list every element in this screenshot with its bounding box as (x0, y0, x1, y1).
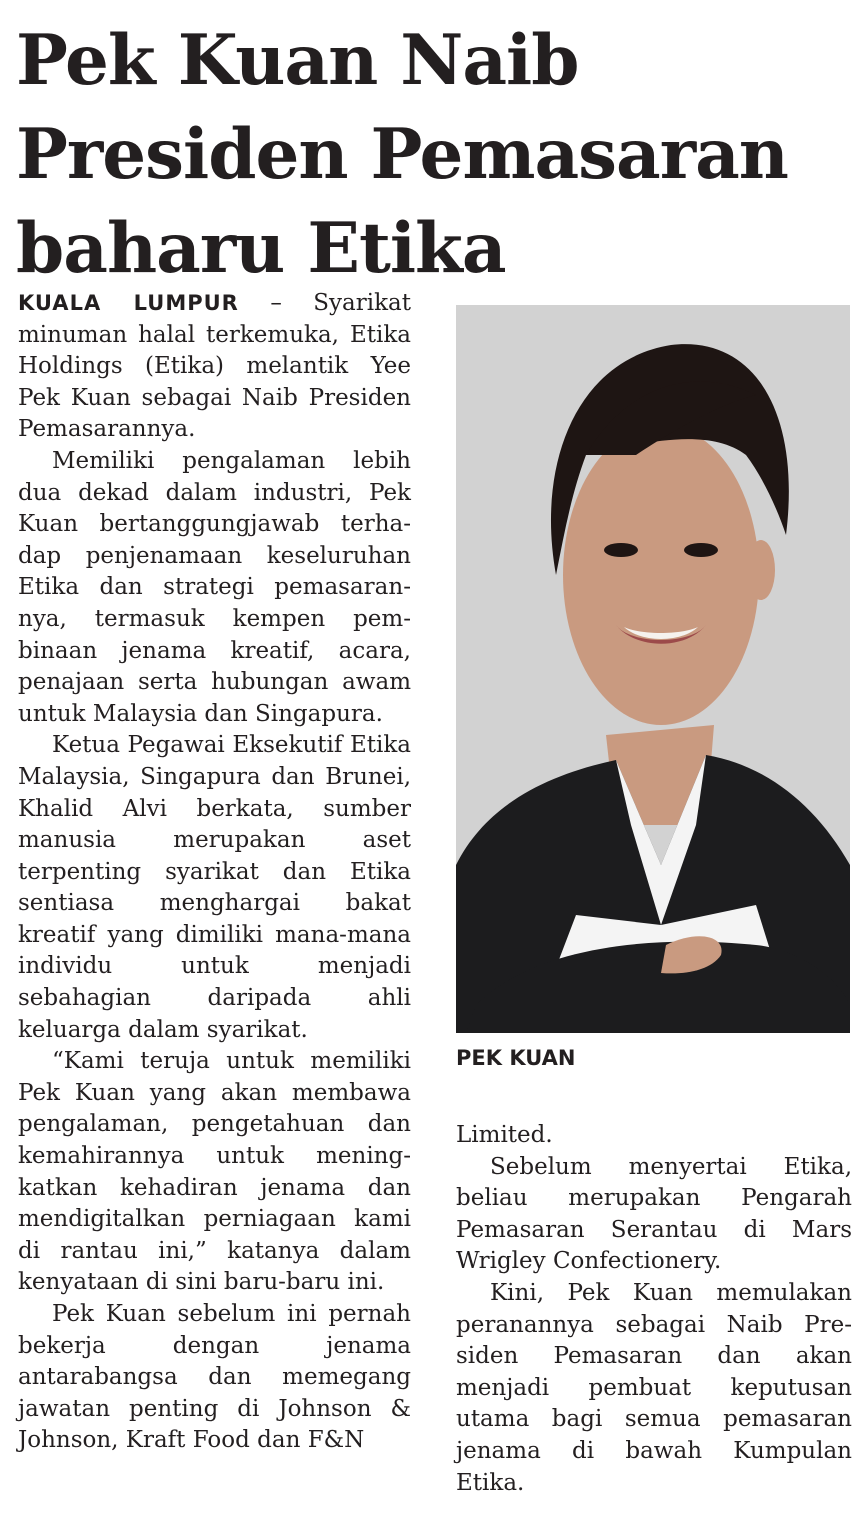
paragraph-7: Kini, Pek Kuan memulakan peranannya sebagai Naib Presiden Pemasaran dan akan menjadi pembuat keputusan utama bagi semua pemasaran jenama di bawah Kumpulan Etika. (456, 1279, 852, 1496)
paragraph-6: Sebelum menyertai Etika, beliau merupakan Pengarah Pemasaran Serantau di Mars Wrigley Confectionery. (456, 1153, 852, 1275)
paragraph-1-text: Syarikat minuman halal terkemuka, Etika Holdings (Etika) melantik Yee Pek Kuan sebagai Naib Presiden Pemasarannya. (18, 290, 411, 443)
portrait-illustration (456, 305, 850, 1033)
paragraph-3: Ketua Pegawai Eksekutif Etika Malaysia, Singapura dan Brunei, Khalid Alvi berkata, sumber manusia merupakan aset terpenting syarikat dan Etika sentiasa menghargai bakat kreatif yang dimiliki mana-mana individu untuk menjadi sebahagian daripada ahli keluarga dalam syarikat. (18, 732, 411, 1043)
photo-caption: PEK KUAN (456, 1046, 576, 1070)
portrait-photo (456, 305, 850, 1033)
article-column-left (18, 288, 411, 1457)
dateline-dash: – (238, 290, 314, 316)
paragraph-5: Pek Kuan sebelum ini pernah bekerja dengan jenama antarabangsa dan memegang jawatan penting di Johnson & Johnson, Kraft Food dan F&N (18, 1301, 411, 1454)
headline: Pek Kuan Naib Presiden Pemasaran baharu Etika (16, 20, 788, 289)
paragraph-4: “Kami teruja untuk memiliki Pek Kuan yang akan membawa pengalaman, pengetahuan dan kemahirannya untuk meningkatkan kehadiran jenama dan mendigitalkan perniagaan kami di rantau ini,” katanya dalam kenyataan di sini baru-baru ini. (18, 1048, 411, 1296)
paragraph-5-continued: Limited. (456, 1122, 553, 1148)
paragraph-1 (18, 288, 411, 446)
article-column-right (456, 1120, 852, 1499)
dateline: KUALA LUMPUR (18, 291, 239, 315)
paragraph-2: Memiliki pengalaman lebih dua dekad dalam industri, Pek Kuan bertanggungjawab terhadap penjenamaan keseluruhan Etika dan strategi pemasarannya, termasuk kempen pembinaan jenama kreatif, acara, penajaan serta hubungan awam untuk Malaysia dan Singapura. (18, 447, 411, 727)
